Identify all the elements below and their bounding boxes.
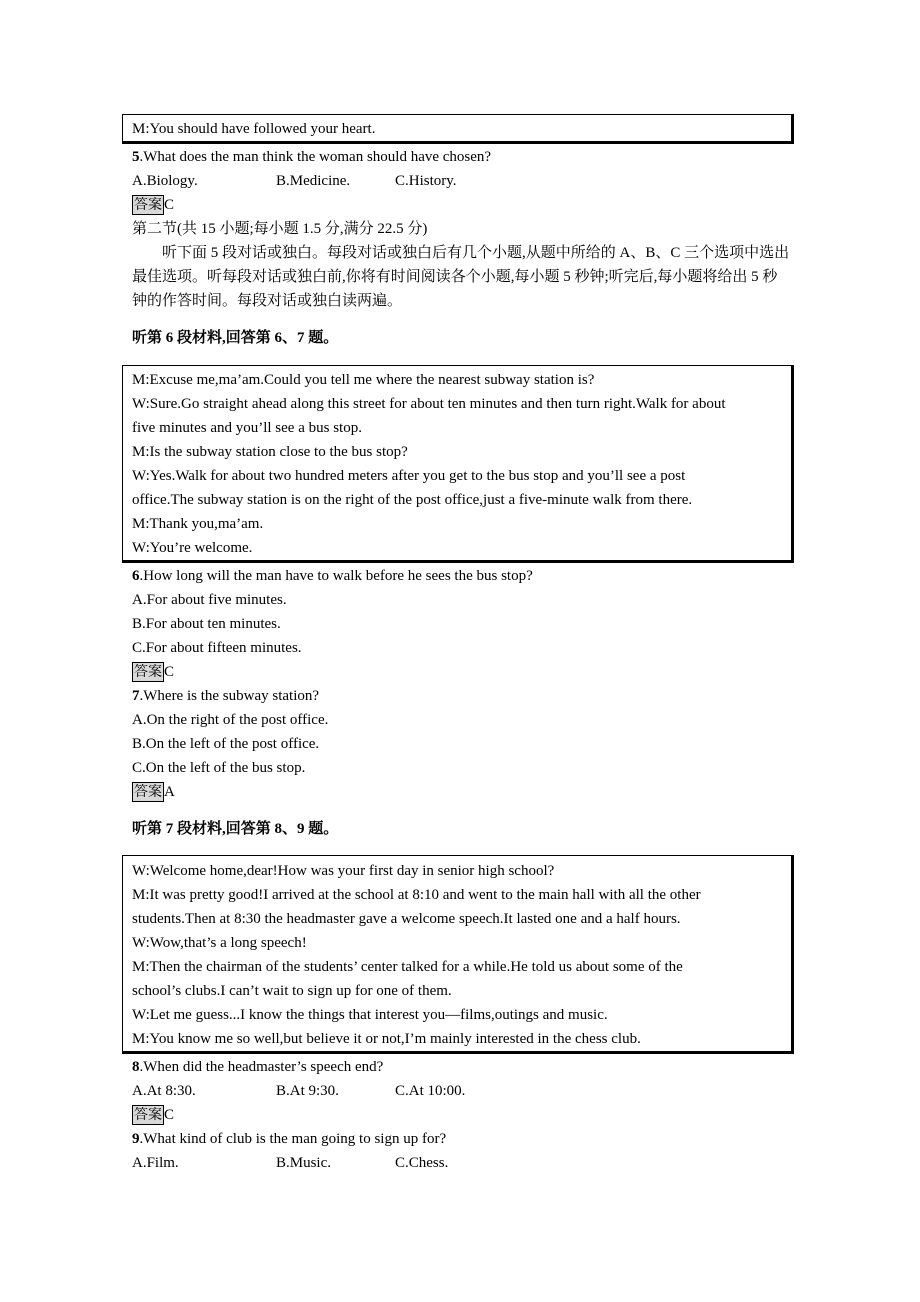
heading-part-7: 听第 7 段材料,回答第 8、9 题。 xyxy=(132,821,339,837)
question-text: .What kind of club is the man going to sign up for? xyxy=(139,1131,447,1147)
question-5 xyxy=(132,145,792,313)
dialogue-line: M:Then the chairman of the students’ center talked for a while.He told us about some of the xyxy=(132,959,683,975)
dialogue-line: W:Welcome home,dear!How was your first day in senior high school? xyxy=(132,863,555,879)
question-number: 6 xyxy=(132,568,140,584)
answer-value: C xyxy=(164,664,175,680)
dialogue-box-6 xyxy=(122,365,794,563)
option-c: C.Chess. xyxy=(395,1155,449,1171)
option-a: A.On the right of the post office. xyxy=(132,712,329,728)
question-text: .How long will the man have to walk before he sees the bus stop? xyxy=(139,568,533,584)
dialogue-line: M:Is the subway station close to the bus stop? xyxy=(132,444,408,460)
option-a: A.Film. xyxy=(132,1155,179,1171)
option-c: C.On the left of the bus stop. xyxy=(132,760,306,776)
option-a: A.At 8:30. xyxy=(132,1083,196,1099)
question-text: .When did the headmaster’s speech end? xyxy=(139,1059,384,1075)
dialogue-line: M:Thank you,ma’am. xyxy=(132,516,264,532)
option-b: B.Medicine. xyxy=(276,173,351,189)
dialogue-line: office.The subway station is on the right of the post office,just a five-minute walk from there. xyxy=(132,492,693,508)
heading-part-6: 听第 6 段材料,回答第 6、7 题。 xyxy=(132,330,339,346)
question-number: 5 xyxy=(132,149,140,165)
dialogue-line: W:You’re welcome. xyxy=(132,540,253,556)
answer-value: A xyxy=(164,784,175,800)
option-c: C.History. xyxy=(395,173,457,189)
dialogue-line: five minutes and you’ll see a bus stop. xyxy=(132,420,362,436)
answer-badge: 答案 xyxy=(134,664,162,680)
answer-value: C xyxy=(164,1107,175,1123)
option-c: C.At 10:00. xyxy=(395,1083,466,1099)
answer-badge: 答案 xyxy=(134,784,162,800)
option-b: B.At 9:30. xyxy=(276,1083,339,1099)
question-6-7 xyxy=(132,564,792,804)
dialogue-line: M:You should have followed your heart. xyxy=(132,121,376,137)
section-title: 第二节(共 15 小题;每小题 1.5 分,满分 22.5 分) xyxy=(132,221,428,237)
answer-value: C xyxy=(164,197,175,213)
option-a: A.Biology. xyxy=(132,173,198,189)
question-8-9 xyxy=(132,1055,792,1175)
dialogue-line: W:Sure.Go straight ahead along this street for about ten minutes and then turn right.Walk for about xyxy=(132,396,726,412)
dialogue-line: W:Yes.Walk for about two hundred meters after you get to the bus stop and you’ll see a post xyxy=(132,468,686,484)
question-number: 9 xyxy=(132,1131,140,1147)
question-number: 8 xyxy=(132,1059,140,1075)
dialogue-line: M:You know me so well,but believe it or not,I’m mainly interested in the chess club. xyxy=(132,1031,641,1047)
dialogue-line: M:It was pretty good!I arrived at the school at 8:10 and went to the main hall with all the other xyxy=(132,887,701,903)
question-text: .Where is the subway station? xyxy=(139,688,320,704)
dialogue-box-5 xyxy=(122,114,794,144)
option-b: B.Music. xyxy=(276,1155,332,1171)
dialogue-line: W:Let me guess...I know the things that interest you—films,outings and music. xyxy=(132,1007,608,1023)
dialogue-box-7 xyxy=(122,855,794,1054)
option-b: B.For about ten minutes. xyxy=(132,616,281,632)
option-a: A.For about five minutes. xyxy=(132,592,287,608)
dialogue-line: school’s clubs.I can’t wait to sign up for one of them. xyxy=(132,983,452,999)
dialogue-line: students.Then at 8:30 the headmaster gave a welcome speech.It lasted one and a half hours. xyxy=(132,911,681,927)
dialogue-line: W:Wow,that’s a long speech! xyxy=(132,935,307,951)
option-b: B.On the left of the post office. xyxy=(132,736,320,752)
option-c: C.For about fifteen minutes. xyxy=(132,640,302,656)
answer-badge: 答案 xyxy=(134,1107,162,1123)
answer-badge: 答案 xyxy=(134,197,162,213)
question-number: 7 xyxy=(132,688,140,704)
section-instructions: 听下面 5 段对话或独白。每段对话或独白后有几个小题,从题中所给的 A、B、C 三个选项中选出最佳选项。听每段对话或独白前,你将有时间阅读各个小题,每小题 5 秒钟;听完后,每小题将给出 5 秒钟的作答时间。每段对话或独白读两遍。 xyxy=(132,245,790,309)
question-text: .What does the man think the woman should have chosen? xyxy=(139,149,492,165)
dialogue-line: M:Excuse me,ma’am.Could you tell me where the nearest subway station is? xyxy=(132,372,595,388)
